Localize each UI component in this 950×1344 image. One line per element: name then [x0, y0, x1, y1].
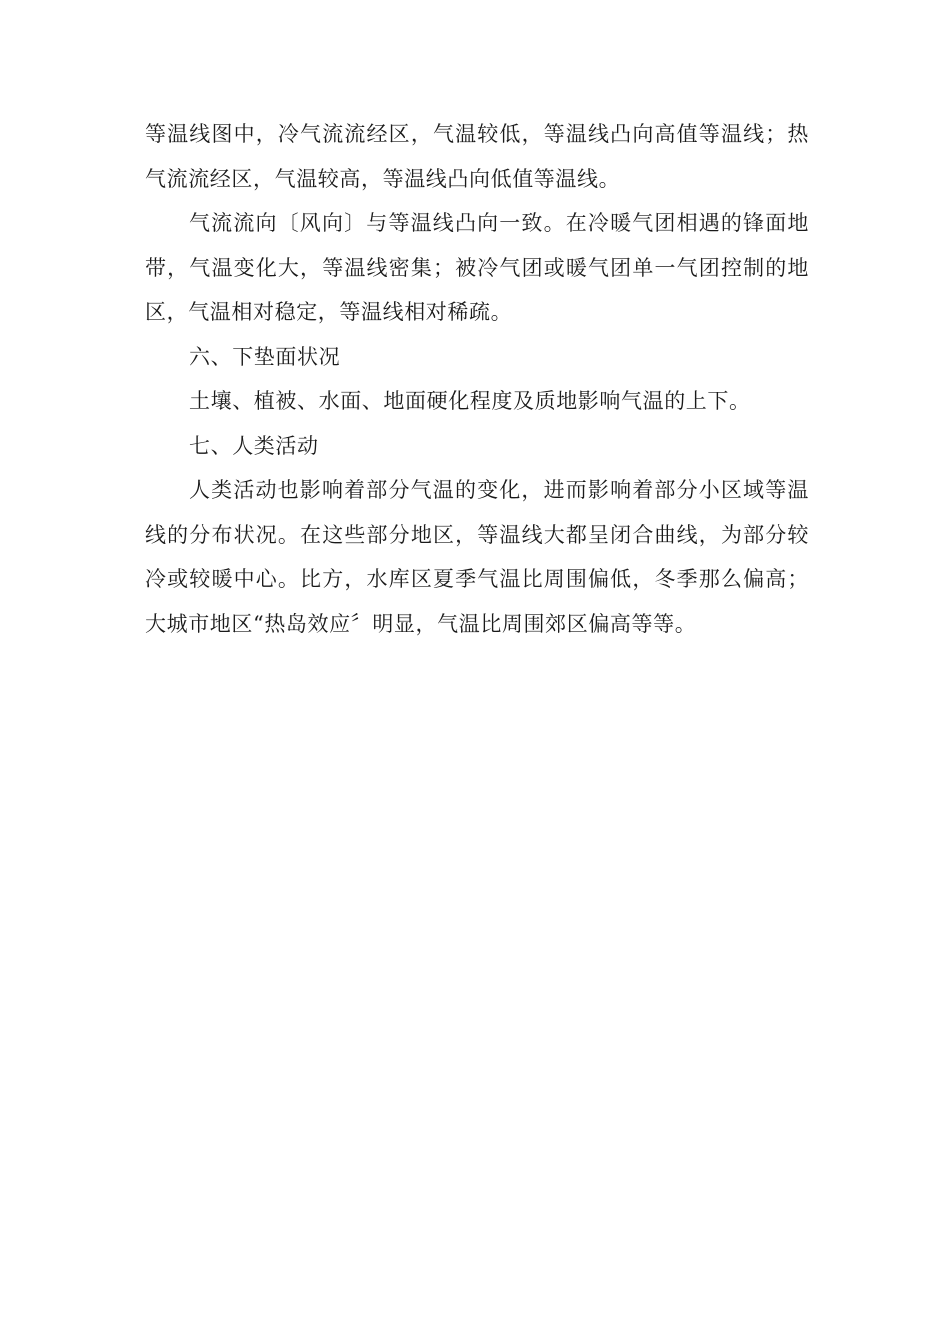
- heading-underlying-surface: 六、下垫面状况: [189, 344, 341, 369]
- document-body: [145, 112, 809, 646]
- paragraph-isotherm-airflow: 等温线图中，冷气流流经区，气温较低，等温线凸向高值等温线；热气流流经区，气温较高，等温线凸向低值等温线。: [145, 122, 809, 191]
- heading-human-activity: 七、人类活动: [189, 433, 319, 458]
- paragraph-airflow-direction: 气流流向〔风向〕与等温线凸向一致。在冷暖气团相遇的锋面地带，气温变化大，等温线密集；被冷气团或暖气团单一气团控制的地区，气温相对稳定，等温线相对稀疏。: [145, 211, 809, 324]
- paragraph-human-activity: 人类活动也影响着部分气温的变化，进而影响着部分小区域等温线的分布状况。在这些部分地区，等温线大都呈闭合曲线，为部分较冷或较暖中心。比方，水库区夏季气温比周围偏低，冬季那么偏高；大城市地区“热岛效应〞明显，气温比周围郊区偏高等等。: [145, 478, 809, 636]
- paragraph-underlying-surface: 土壤、植被、水面、地面硬化程度及质地影响气温的上下。: [189, 389, 751, 413]
